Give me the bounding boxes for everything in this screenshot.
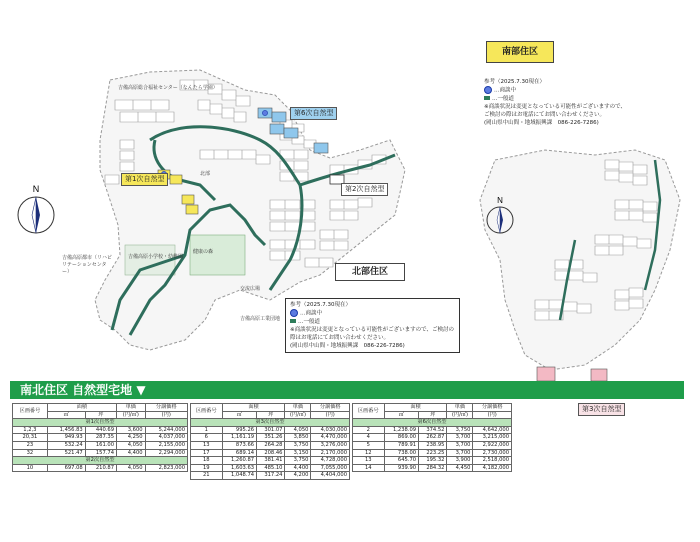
road-icon: [484, 96, 490, 100]
cell-lot: 1: [191, 426, 223, 434]
cell-lot: 21: [191, 472, 223, 480]
table-body: [13, 419, 188, 472]
price-table-3: [352, 403, 512, 472]
table-row: [13, 426, 188, 434]
table-row: [191, 457, 350, 465]
cell-price: 3,150: [285, 449, 311, 457]
place-label: 吉備高原総合福祉センター（なんたら学園）: [118, 85, 218, 91]
group-header-row: [191, 419, 350, 427]
col-tsubo: 坪: [85, 411, 116, 419]
cell-sqm: 645.70: [384, 457, 418, 465]
table-row: [13, 464, 188, 472]
legend-negotiating: …商談中: [290, 309, 455, 318]
cell-lot: 4: [353, 434, 385, 442]
cell-tsubo: 223.25: [419, 449, 447, 457]
group-header-row: [13, 419, 188, 427]
ref-contact: (岡山県中山間・地域振興課 086-226-7286): [484, 119, 599, 126]
cell-tsubo: 301.07: [257, 426, 285, 434]
cell-lot: 32: [13, 449, 48, 457]
cell-lot: 12: [353, 449, 385, 457]
cell-tsubo: 381.41: [257, 457, 285, 465]
col-lot: 区画番号: [353, 404, 385, 419]
cell-total: 4,030,000: [311, 426, 350, 434]
cell-total: 2,823,000: [145, 464, 187, 472]
table-body: [353, 419, 512, 472]
cell-sqm: 789.91: [384, 441, 418, 449]
cell-tsubo: 374.52: [419, 426, 447, 434]
cell-total: 3,276,000: [311, 441, 350, 449]
col-unit-price: 単価: [117, 404, 146, 412]
place-label: 吉備高原工業団地: [240, 316, 281, 322]
cell-sqm: 995.26: [222, 426, 256, 434]
price-table-2: [190, 403, 350, 480]
cell-lot: 10: [13, 464, 48, 472]
col-sqm: ㎡: [384, 411, 418, 419]
ref-note: ※商談状況は変更となっている可能性がございますので、ご検討の際はお電話にてお問い合わせください。: [290, 326, 455, 341]
table-row: [191, 449, 350, 457]
south-reference-box: [480, 76, 683, 129]
cell-total: 4,470,000: [311, 434, 350, 442]
cell-total: 4,404,000: [311, 472, 350, 480]
cell-sqm: 869.00: [384, 434, 418, 442]
south-district-title: 南部住区: [486, 41, 554, 63]
road-icon: [290, 319, 296, 323]
col-yen: (円): [145, 411, 187, 419]
cell-sqm: 873.66: [222, 441, 256, 449]
col-unit: (円/㎡): [117, 411, 146, 419]
group-title: 第2次自然型: [13, 457, 188, 465]
col-tsubo: 坪: [257, 411, 285, 419]
table-row: [191, 472, 350, 480]
phase3-label: 第3次自然型: [578, 403, 625, 416]
cell-sqm: 1,161.19: [222, 434, 256, 442]
group-title: 第1次自然型: [13, 419, 188, 427]
cell-sqm: 949.93: [47, 434, 85, 442]
cell-price: 4,050: [117, 464, 146, 472]
place-label: 健康の森: [193, 249, 214, 255]
cell-tsubo: 440.69: [85, 426, 116, 434]
group-title: 第6次自然型: [353, 419, 512, 427]
compass-letter: N: [32, 184, 40, 194]
cell-price: 3,700: [447, 441, 473, 449]
cell-total: 3,215,000: [473, 434, 512, 442]
table-body: [191, 419, 350, 480]
south-compass-icon: [485, 195, 515, 237]
cell-price: 4,200: [285, 472, 311, 480]
cell-lot: 2: [353, 426, 385, 434]
col-unit: (円/㎡): [285, 411, 311, 419]
cell-lot: 14: [353, 464, 385, 472]
cell-sqm: 1,456.83: [47, 426, 85, 434]
cell-total: 2,518,000: [473, 457, 512, 465]
table-row: [13, 441, 188, 449]
cell-sqm: 697.08: [47, 464, 85, 472]
legend-general-road: …一般道: [290, 318, 455, 326]
cell-lot: 19: [191, 464, 223, 472]
cell-total: 2,155,000: [145, 441, 187, 449]
cell-tsubo: 284.32: [419, 464, 447, 472]
ref-note: ※商談状況は変更となっている可能性がございますので、: [484, 103, 627, 110]
col-sale-price: 分譲価格: [145, 404, 187, 412]
cell-tsubo: 351.26: [257, 434, 285, 442]
cell-price: 4,050: [285, 426, 311, 434]
group-header-row: [353, 419, 512, 427]
cell-sqm: 1,603.63: [222, 464, 256, 472]
negotiating-icon: [484, 86, 492, 94]
table-row: [191, 434, 350, 442]
col-lot: 区画番号: [191, 404, 223, 419]
table-row: [13, 434, 188, 442]
col-area: 面積: [47, 404, 116, 412]
cell-price: 3,600: [117, 426, 146, 434]
cell-tsubo: 262.87: [419, 434, 447, 442]
col-yen: (円): [311, 411, 350, 419]
phase1-label: 第1次自然型: [121, 173, 168, 186]
ref-title: 参考（2025.7.30現在）: [290, 302, 351, 308]
park-area: [190, 235, 245, 275]
cell-price: 4,450: [447, 464, 473, 472]
cell-price: 3,750: [285, 441, 311, 449]
cell-lot: 23: [13, 441, 48, 449]
cell-lot: 20,31: [13, 434, 48, 442]
cell-price: 4,400: [285, 464, 311, 472]
table-row: [353, 441, 512, 449]
cell-tsubo: 485.10: [257, 464, 285, 472]
cell-tsubo: 157.74: [85, 449, 116, 457]
negotiating-icon: [290, 309, 298, 317]
north-district-title: 北部住区: [335, 263, 405, 281]
col-unit-price: 単価: [447, 404, 473, 412]
ref-contact: (岡山県中山間・地域振興課 086-226-7286): [290, 342, 405, 349]
col-sqm: ㎡: [47, 411, 85, 419]
col-area: 面積: [384, 404, 447, 412]
cell-total: 4,037,000: [145, 434, 187, 442]
cell-price: 3,900: [447, 457, 473, 465]
north-compass-icon: [16, 183, 56, 238]
legend-negotiating: …商談中: [484, 86, 679, 95]
cell-total: 4,182,000: [473, 464, 512, 472]
place-label: 交流広場: [240, 286, 261, 292]
cell-sqm: 738.00: [384, 449, 418, 457]
section-banner: 南北住区 自然型宅地 ▼: [10, 381, 501, 399]
table-row: [353, 449, 512, 457]
table-row: [353, 434, 512, 442]
table-row: [353, 464, 512, 472]
cell-sqm: 532.24: [47, 441, 85, 449]
table-row: [191, 464, 350, 472]
phase2-label: 第2次自然型: [341, 183, 388, 196]
table-row: [191, 441, 350, 449]
table-row: [353, 457, 512, 465]
group-header-row: [13, 457, 188, 465]
north-reference-box: [285, 298, 460, 353]
col-sqm: ㎡: [222, 411, 256, 419]
south-district-map: [455, 140, 700, 380]
cell-price: 3,850: [285, 434, 311, 442]
cell-total: 2,922,000: [473, 441, 512, 449]
cell-tsubo: 161.00: [85, 441, 116, 449]
cell-sqm: 521.47: [47, 449, 85, 457]
cell-lot: 13: [191, 441, 223, 449]
table-row: [191, 426, 350, 434]
col-yen: (円): [473, 411, 512, 419]
cell-sqm: 939.90: [384, 464, 418, 472]
cell-tsubo: 195.32: [419, 457, 447, 465]
col-area: 面積: [222, 404, 285, 412]
cell-total: 4,642,000: [473, 426, 512, 434]
cell-price: 4,250: [117, 434, 146, 442]
cell-lot: 5: [353, 441, 385, 449]
cell-total: 5,244,000: [145, 426, 187, 434]
cell-sqm: 1,238.09: [384, 426, 418, 434]
compass-letter: N: [497, 196, 503, 205]
cell-lot: 6: [191, 434, 223, 442]
cell-price: 3,750: [285, 457, 311, 465]
cell-total: 2,730,000: [473, 449, 512, 457]
cell-lot: 17: [191, 449, 223, 457]
col-lot: 区画番号: [13, 404, 48, 419]
col-tsubo: 坪: [419, 411, 447, 419]
cell-total: 2,294,000: [145, 449, 187, 457]
place-label: 吉備高原都市（リハビリテーションセンター）: [62, 255, 112, 275]
cell-tsubo: 238.95: [419, 441, 447, 449]
ref-title: 参考（2025.7.30現在）: [484, 79, 545, 85]
group-title: 第3次自然型: [191, 419, 350, 427]
col-unit-price: 単価: [285, 404, 311, 412]
cell-tsubo: 208.46: [257, 449, 285, 457]
cell-sqm: 1,260.87: [222, 457, 256, 465]
cell-lot: 1,2,3: [13, 426, 48, 434]
cell-price: 3,700: [447, 434, 473, 442]
cell-total: 4,728,000: [311, 457, 350, 465]
cell-price: 4,400: [117, 449, 146, 457]
col-sale-price: 分譲価格: [311, 404, 350, 412]
cell-price: 3,700: [447, 449, 473, 457]
ref-note: ご検討の際はお電話にてお問い合わせください。: [484, 111, 606, 118]
cell-lot: 13: [353, 457, 385, 465]
cell-lot: 18: [191, 457, 223, 465]
place-label: 北部: [200, 171, 211, 177]
legend-general-road: …一般道: [484, 95, 679, 103]
cell-total: 7,055,000: [311, 464, 350, 472]
cell-tsubo: 317.24: [257, 472, 285, 480]
phase6-label: 第6次自然型: [290, 107, 337, 120]
col-unit: (円/㎡): [447, 411, 473, 419]
cell-price: 3,750: [447, 426, 473, 434]
cell-tsubo: 210.87: [85, 464, 116, 472]
cell-tsubo: 264.28: [257, 441, 285, 449]
cell-sqm: 689.14: [222, 449, 256, 457]
col-sale-price: 分譲価格: [473, 404, 512, 412]
section-banner-extension: [501, 381, 684, 399]
table-row: [353, 426, 512, 434]
place-label: 吉備高原小学校・幼稚園: [128, 254, 184, 260]
cell-total: 2,170,000: [311, 449, 350, 457]
table-row: [13, 449, 188, 457]
cell-sqm: 1,048.74: [222, 472, 256, 480]
price-table-1: [12, 403, 188, 472]
cell-price: 4,050: [117, 441, 146, 449]
cell-tsubo: 287.35: [85, 434, 116, 442]
